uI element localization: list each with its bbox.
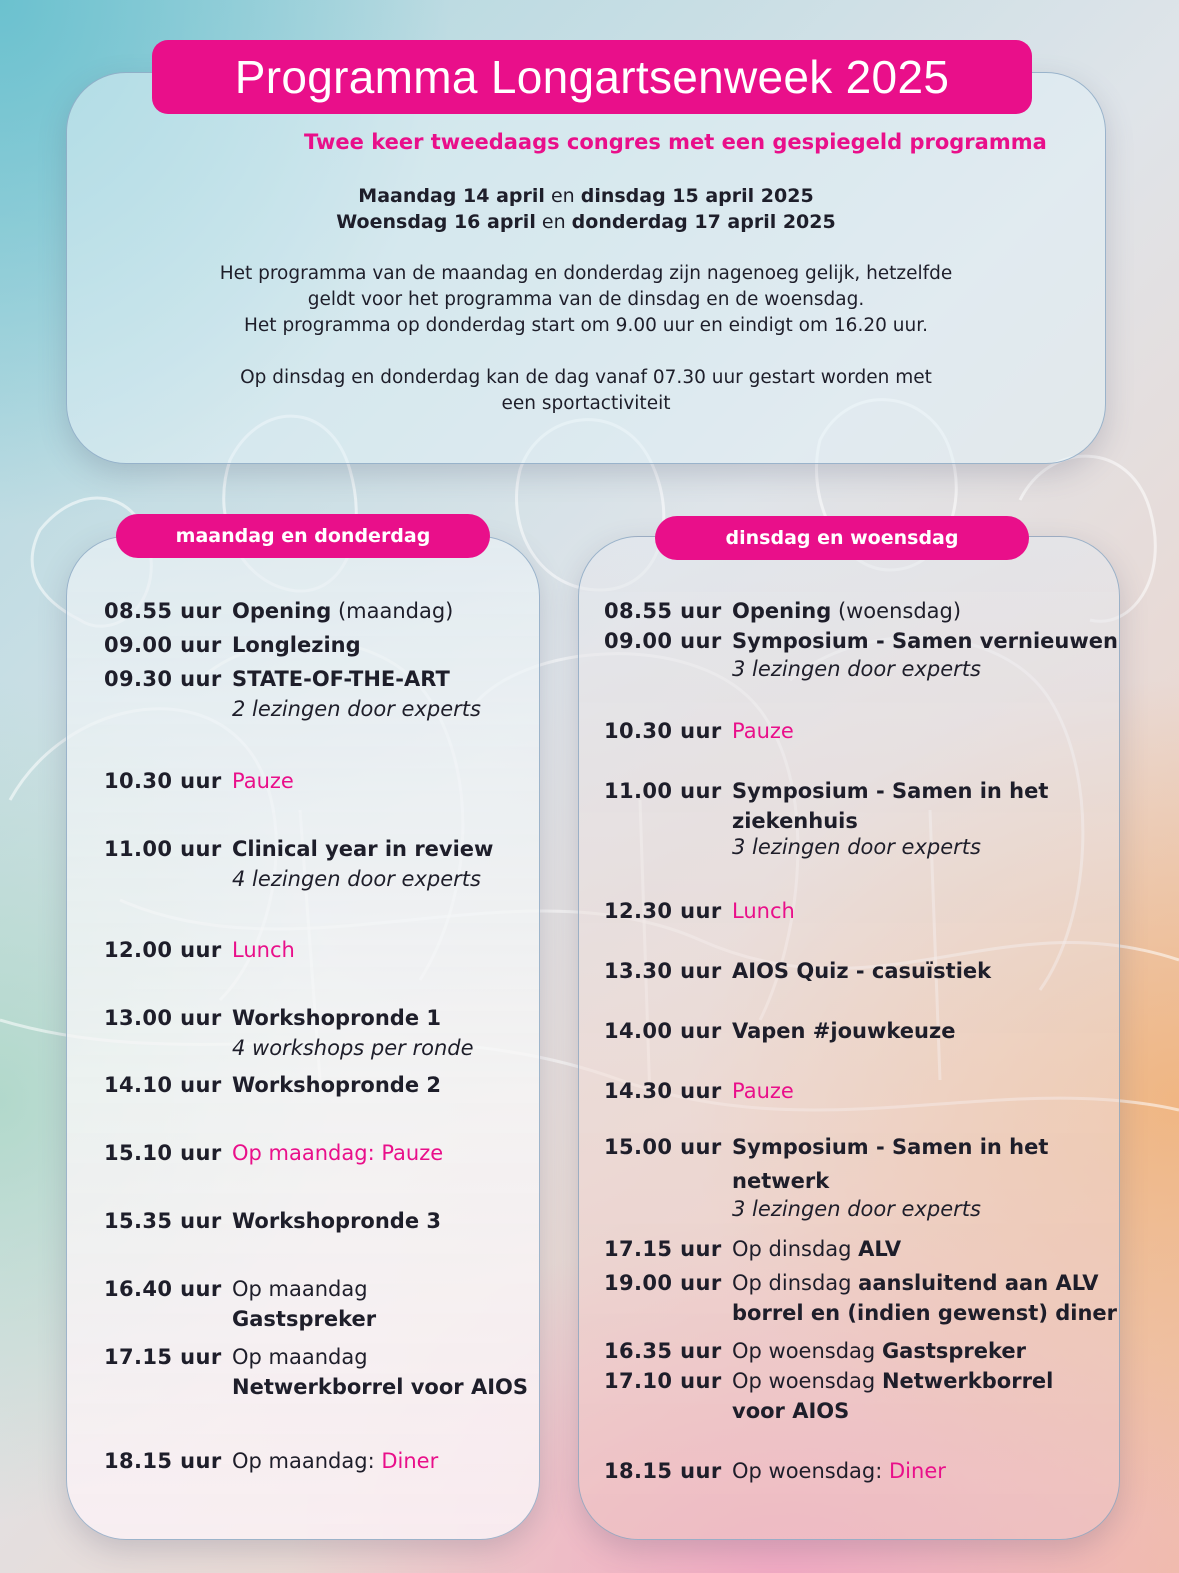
schedule-item: Clinical year in review <box>232 837 494 861</box>
schedule-item: Op woensdag: Diner <box>732 1459 946 1483</box>
schedule-time: 14.10 uur <box>104 1073 222 1097</box>
intro-text: een sportactiviteit <box>501 393 671 414</box>
schedule-break: Lunch <box>732 899 795 923</box>
schedule-item: Op maandag <box>232 1345 368 1369</box>
schedule-item: Vapen #jouwkeuze <box>732 1019 956 1043</box>
schedule-item: STATE-OF-THE-ART <box>232 667 450 691</box>
intro-text: geldt voor het programma van de dinsdag en de woensdag. <box>307 289 865 310</box>
subtitle: Twee keer tweedaags congres met een gespiegeld programma <box>304 130 1047 154</box>
schedule-time: 15.10 uur <box>104 1141 222 1165</box>
schedule-item: Opening (woensdag) <box>732 599 962 623</box>
schedule-time: 09.30 uur <box>104 667 222 691</box>
schedule-time: 11.00 uur <box>104 837 222 861</box>
schedule-item: Workshopronde 2 <box>232 1073 442 1097</box>
schedule-time: 10.30 uur <box>104 769 222 793</box>
schedule-time: 08.55 uur <box>104 599 222 623</box>
schedule-item: Netwerkborrel voor AIOS <box>232 1375 528 1399</box>
schedule-time: 17.15 uur <box>604 1237 722 1261</box>
schedule-time: 13.30 uur <box>604 959 722 983</box>
heading-dinsdag-woensdag: dinsdag en woensdag <box>655 516 1029 560</box>
intro-text: Op dinsdag en donderdag kan de dag vanaf 07.30 uur gestart worden met <box>240 367 932 388</box>
schedule-time: 16.40 uur <box>104 1277 222 1301</box>
schedule-time: 08.55 uur <box>604 599 722 623</box>
schedule-break: Pauze <box>732 719 794 743</box>
schedule-item: Op maandag <box>232 1277 368 1301</box>
schedule-time: 12.30 uur <box>604 899 722 923</box>
schedule-time: 16.35 uur <box>604 1339 722 1363</box>
intro-text: Het programma van de maandag en donderdag zijn nagenoeg gelijk, hetzelfde <box>219 263 953 284</box>
schedule-time: 13.00 uur <box>104 1006 222 1030</box>
schedule-subtext: 3 lezingen door experts <box>732 835 981 859</box>
schedule-time: 19.00 uur <box>604 1271 722 1295</box>
schedule-item: borrel en (indien gewenst) diner <box>732 1301 1118 1325</box>
schedule-item: Op woensdag Gastspreker <box>732 1339 1027 1363</box>
schedule-time: 12.00 uur <box>104 938 222 962</box>
schedule-item: Symposium - Samen vernieuwen <box>732 629 1118 653</box>
schedule-subtext: 3 lezingen door experts <box>732 657 981 681</box>
schedule-time: 15.00 uur <box>604 1135 722 1159</box>
schedule-item: Opening (maandag) <box>232 599 454 623</box>
schedule-break: Pauze <box>732 1079 794 1103</box>
schedule-time: 09.00 uur <box>604 629 722 653</box>
heading-maandag-donderdag: maandag en donderdag <box>116 514 490 558</box>
schedule-time: 09.00 uur <box>104 633 222 657</box>
intro-text: Het programma op donderdag start om 9.00 uur en eindigt om 16.20 uur. <box>244 315 928 336</box>
schedule-item: voor AIOS <box>732 1399 850 1423</box>
schedule-subtext: 4 lezingen door experts <box>232 867 481 891</box>
schedule-item: ziekenhuis <box>732 809 858 833</box>
schedule-break: Op maandag: Pauze <box>232 1141 444 1165</box>
schedule-item: Symposium - Samen in het <box>732 1135 1049 1159</box>
schedule-item: netwerk <box>732 1169 830 1193</box>
schedule-time: 14.30 uur <box>604 1079 722 1103</box>
schedule-item: Workshopronde 3 <box>232 1209 442 1233</box>
schedule-item: Workshopronde 1 <box>232 1006 442 1030</box>
schedule-time: 18.15 uur <box>104 1449 222 1473</box>
schedule-item: Gastspreker <box>232 1307 377 1331</box>
schedule-item: AIOS Quiz - casuïstiek <box>732 959 992 983</box>
schedule-time: 14.00 uur <box>604 1019 722 1043</box>
schedule-time: 17.15 uur <box>104 1345 222 1369</box>
schedule-subtext: 4 workshops per ronde <box>232 1036 474 1060</box>
schedule-break: Lunch <box>232 938 295 962</box>
schedule-item: Longlezing <box>232 633 361 657</box>
schedule-item: Symposium - Samen in het <box>732 779 1049 803</box>
schedule-subtext: 3 lezingen door experts <box>732 1197 981 1221</box>
schedule-item: Op dinsdag ALV <box>732 1237 902 1261</box>
schedule-time: 15.35 uur <box>104 1209 222 1233</box>
schedule-break: Pauze <box>232 769 294 793</box>
schedule-subtext: 2 lezingen door experts <box>232 697 481 721</box>
date-line-2: Woensdag 16 april en donderdag 17 april 2025 <box>336 211 836 233</box>
schedule-item: Op woensdag Netwerkborrel <box>732 1369 1054 1393</box>
schedule-time: 11.00 uur <box>604 779 722 803</box>
schedule-item: Op dinsdag aansluitend aan ALV <box>732 1271 1099 1295</box>
date-line-1: Maandag 14 april en dinsdag 15 april 2025 <box>358 185 814 207</box>
schedule-time: 18.15 uur <box>604 1459 722 1483</box>
page-title: Programma Longartsenweek 2025 <box>152 40 1032 114</box>
schedule-time: 17.10 uur <box>604 1369 722 1393</box>
schedule-item: Op maandag: Diner <box>232 1449 439 1473</box>
schedule-time: 10.30 uur <box>604 719 722 743</box>
